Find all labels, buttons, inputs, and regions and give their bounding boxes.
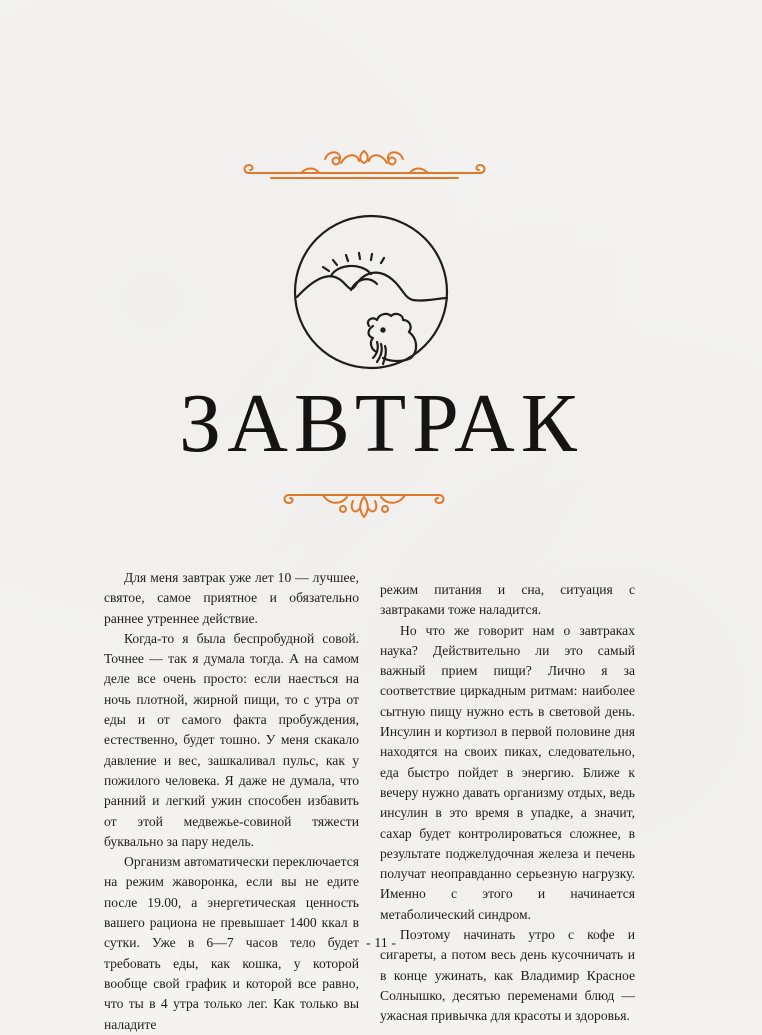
page-title: ЗАВТРАК bbox=[179, 377, 583, 470]
paragraph: режим питания и сна, ситуация с завтраками тоже наладится. bbox=[380, 582, 635, 618]
rooster-sunrise-emblem-icon bbox=[291, 212, 451, 372]
paragraph: Для меня завтрак уже лет 10 — лучшее, святое, самое приятное и обязательно раннее утреннее действие. bbox=[104, 570, 359, 626]
paragraph: Но что же говорит нам о завтраках наука? Действительно ли это самый важный прием пищи? Лично я за соответствие циркадным ритмам: наиболее сытную пищу нужно есть в световой день. Инсулин и кортизол в первой половине дня находятся на своих пиках, следовательно, еда быстро пойдет в энергию. Ближе к вечеру нужно давать организму отдых, ведь инсулин в это время в упадке, а значит, сахар будет контролироваться сложнее, в результате поджелудочная железа и печень получат неоправданно серьезную нагрузку. Именно с этого и начинается метаболический синдром. bbox=[380, 622, 635, 922]
top-ornament-icon bbox=[241, 145, 488, 185]
text-column-right bbox=[380, 580, 635, 1027]
text-column-left bbox=[104, 568, 359, 1035]
paragraph: Организм автоматически переключается на режим жаворонка, если вы не едите после 19.00, а энергетическая ценность вашего рациона не превышает 1400 ккал в сутки. Уже в 6—7 часов тело будет требовать еды, как кошка, у которой вообще свой график и которой все равно, что ты в 4 утра только лег. Как только вы наладите bbox=[104, 854, 359, 1032]
page-number: - 11 - bbox=[366, 936, 396, 951]
paragraph: Поэтому начинать утро с кофе и сигареты, а потом весь день кусочничать и в конце ужинать, как Владимир Красное Солнышко, десятью переменами блюд — ужасная привычка для красоты и здоровья. bbox=[380, 927, 635, 1024]
bottom-ornament-icon bbox=[283, 487, 445, 523]
paragraph: Когда-то я была беспробудной совой. Точнее — так я думала тогда. А на самом деле все очень просто: если наесться на ночь плотной, жирной пищи, то с утра от еды и от самого факта пробуждения, естественно, будет тошно. У меня скакало давление и вес, зашкаливал пульс, как у пожилого человека. Я даже не думала, что ранний и легкий ужин способен избавить от этой медвежье-совиной тяжести буквально за пару недель. bbox=[104, 630, 359, 849]
